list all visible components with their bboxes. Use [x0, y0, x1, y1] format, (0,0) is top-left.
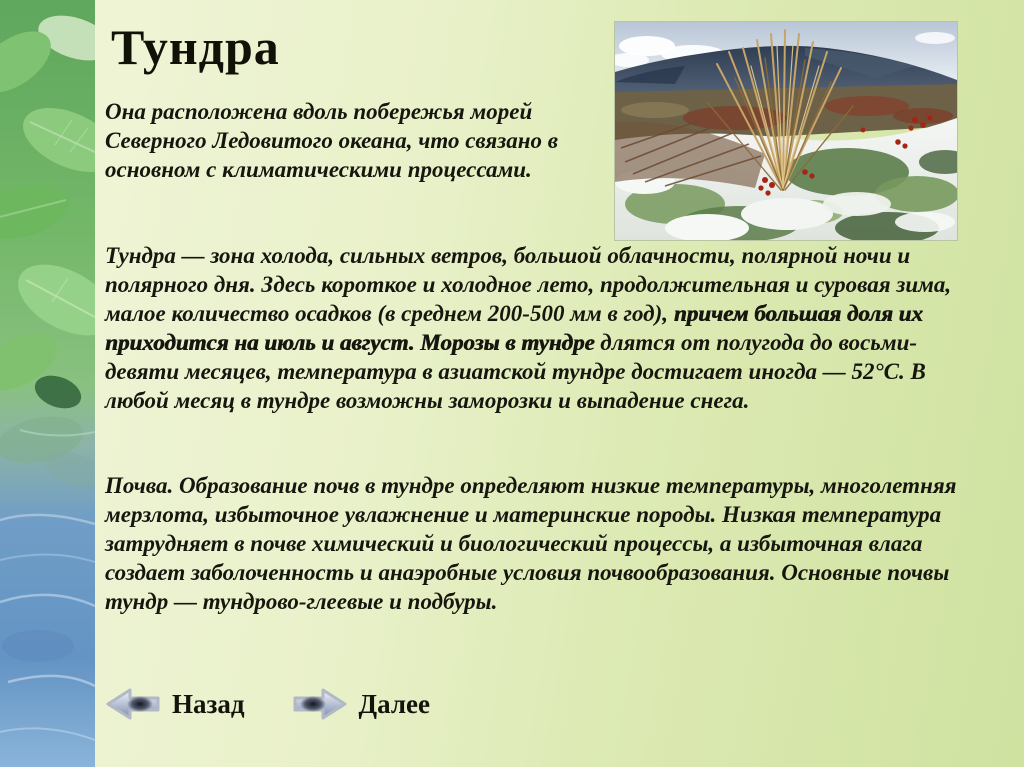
- climate-text-part1: Тундра — зона холода, сильных ветров, большой облачности, полярной ночи и полярного дня. Здесь короткое и холодное лето, продолжительная и суровая зима, малое количество осадков (в среднем 200-500 мм в год),: [105, 243, 952, 326]
- leaves-water-art: [0, 0, 95, 767]
- next-arrow-icon: [293, 687, 347, 721]
- tundra-photo-art: [615, 22, 957, 240]
- climate-text-part2: причем большая доля их приходится на июль и август. Морозы в тундре: [105, 301, 923, 355]
- leaves-water-decoration: [0, 0, 95, 767]
- next-button[interactable]: [293, 687, 430, 721]
- page-title: Тундра: [111, 19, 280, 75]
- intro-paragraph: Она расположена вдоль побережья морей Северного Ледовитого океана, что связано в основном с климатическими процессами.: [105, 99, 558, 182]
- next-button-label: Далее: [358, 688, 430, 719]
- back-button-label: Назад: [172, 688, 245, 719]
- back-button[interactable]: [106, 687, 245, 721]
- navigation-bar: [106, 682, 430, 726]
- soil-paragraph: Почва. Образование почв в тундре определяют низкие температуры, многолетняя мерзлота, избыточное увлажнение и материнские породы. Низкая температура затрудняет в почве химический и биологический процессы, а избыточная влага создает заболоченность и анаэробные условия почвообразования. Основные почвы тундр — тундрово-глеевые и подбуры.: [105, 473, 957, 614]
- back-arrow-icon: [106, 687, 160, 721]
- climate-paragraph: [105, 241, 973, 415]
- climate-text-part3: длятся от полугода до восьми-девяти месяцев, температура в азиатской тундре достигает иногда — 52°С. В любой месяц в тундре возможны заморозки и выпадение снега.: [105, 330, 926, 413]
- tundra-photo: [615, 22, 957, 240]
